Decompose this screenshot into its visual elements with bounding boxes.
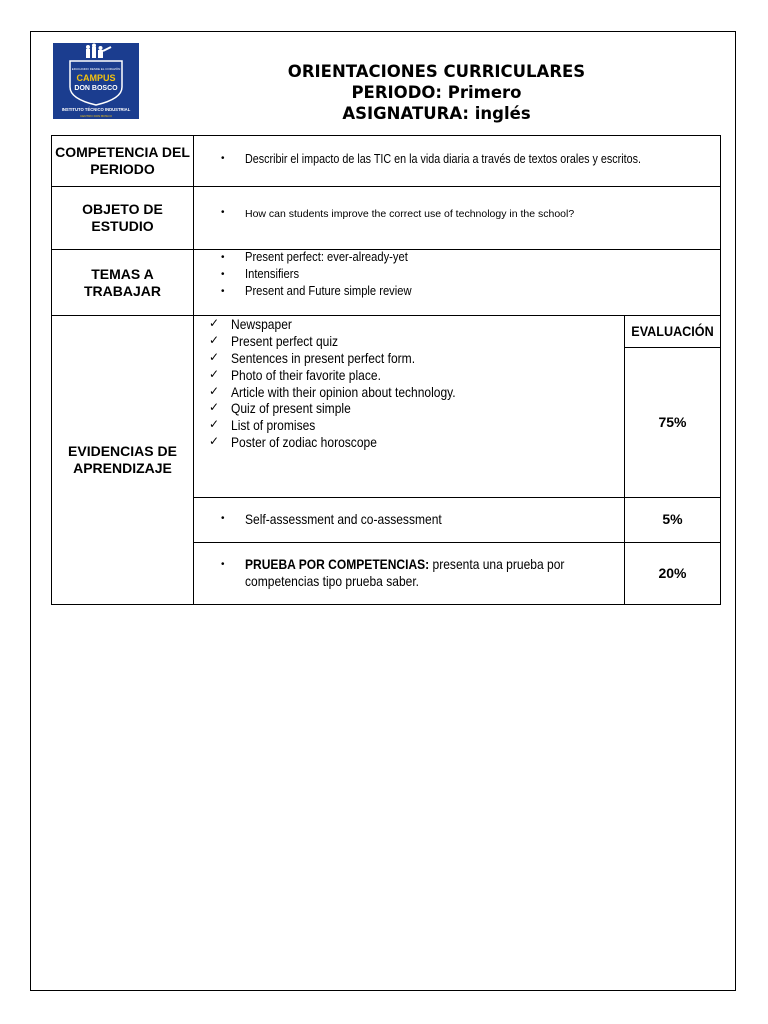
evaluacion-header: EVALUACIÓN [631, 323, 714, 339]
temas-item: Present perfect: ever-already-yet [245, 249, 408, 264]
check-icon: ✓ [209, 417, 220, 431]
curriculum-table [51, 135, 721, 605]
document-header [180, 61, 693, 124]
temas-item: Intensifiers [245, 266, 300, 281]
evidence-item: Quiz of present simple [231, 400, 351, 416]
bullet: • [221, 252, 225, 263]
header-title: ORIENTACIONES CURRICULARES [287, 62, 586, 81]
objeto-text: How can students improve the correct use of technology in the school? [245, 208, 575, 220]
check-icon: ✓ [209, 333, 220, 347]
header-asignatura: ASIGNATURA: inglés [342, 104, 531, 123]
prueba-bold: PRUEBA POR COMPETENCIAS: [245, 556, 430, 572]
check-icon: ✓ [209, 434, 220, 448]
self-assessment-text: Self-assessment and co-assessment [245, 511, 442, 527]
label-competencia: COMPETENCIA DEL PERIODO [55, 144, 190, 177]
evidence-item: Present perfect quiz [231, 333, 339, 349]
percent-evidencias: 75% [658, 414, 687, 430]
prueba-text [245, 556, 564, 590]
bullet: • [221, 286, 225, 297]
prueba-rest: presenta una prueba por [429, 556, 565, 572]
competencia-text: Describir el impacto de las TIC en la vida diaria a través de textos orales y escritos. [245, 152, 641, 166]
label-evidencias: EVIDENCIAS DE APRENDIZAJE [68, 443, 177, 476]
logo-top-text: EDUCANDO DESDE EL CORAZÓN [71, 67, 121, 71]
evidence-item: Sentences in present perfect form. [231, 350, 416, 366]
bullet: • [221, 559, 225, 570]
header-periodo: PERIODO: Primero [351, 83, 522, 102]
logo-line2: DON BOSCO [74, 85, 118, 92]
bullet: • [221, 153, 225, 164]
check-icon: ✓ [209, 316, 220, 330]
percent-prueba: 20% [658, 565, 687, 581]
check-icon: ✓ [209, 384, 220, 398]
logo-band: INSTITUTO TÉCNICO INDUSTRIAL [61, 107, 131, 112]
check-icon: ✓ [209, 367, 220, 381]
evidence-item: Photo of their favorite place. [231, 367, 381, 383]
evidence-item: Newspaper [231, 316, 292, 332]
prueba-line2: competencias tipo prueba saber. [245, 573, 420, 589]
evidence-item: Poster of zodiac horoscope [231, 434, 377, 450]
logo-sub: CENTRO DON BOSCO [80, 114, 112, 118]
check-icon: ✓ [209, 400, 220, 414]
evidence-item: Article with their opinion about technology. [231, 384, 456, 400]
check-icon: ✓ [209, 350, 220, 364]
label-temas: TEMAS A TRABAJAR [84, 265, 161, 299]
percent-self: 5% [662, 511, 683, 527]
temas-item: Present and Future simple review [245, 283, 412, 298]
logo-line1: CAMPUS [76, 73, 116, 83]
campus-don-bosco-logo [53, 43, 139, 119]
bullet: • [221, 513, 225, 524]
label-objeto: OBJETO DE ESTUDIO [82, 201, 163, 234]
evidence-item: List of promises [231, 417, 316, 433]
bullet: • [221, 269, 225, 280]
bullet: • [221, 207, 225, 218]
